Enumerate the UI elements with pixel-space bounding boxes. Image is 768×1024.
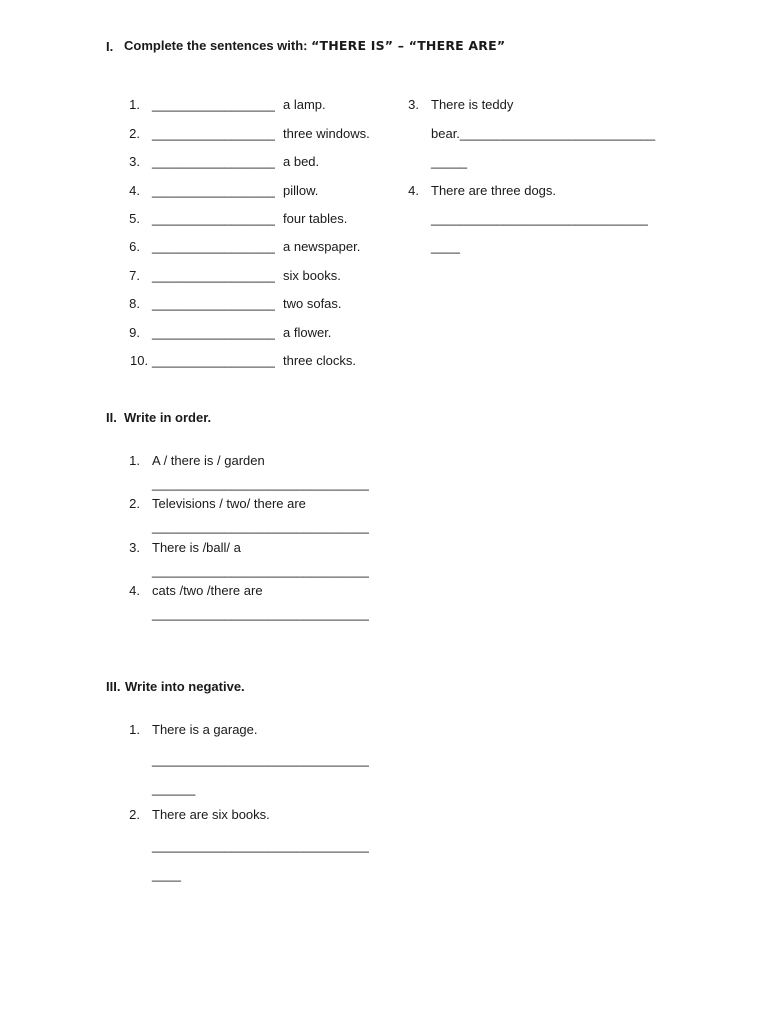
item-number: 8. bbox=[129, 296, 140, 311]
item-prompt: There is /ball/ a bbox=[152, 540, 241, 555]
item-number: 1. bbox=[129, 453, 140, 468]
item-number: 3. bbox=[129, 154, 140, 169]
answer-blank: ______________________________ bbox=[152, 476, 369, 491]
section-1-numeral: I. bbox=[106, 39, 114, 54]
answer-blank: ____ bbox=[152, 867, 181, 882]
answer-blank: _________________ bbox=[152, 296, 275, 311]
item-text: three windows. bbox=[283, 126, 370, 141]
item-number: 5. bbox=[129, 211, 140, 226]
item-text: a flower. bbox=[283, 325, 332, 340]
section-1-heading bbox=[124, 38, 505, 54]
item-text: There is teddy bbox=[431, 97, 514, 112]
item-text: a newspaper. bbox=[283, 239, 361, 254]
item-prompt: There are six books. bbox=[152, 807, 270, 822]
item-number: 4. bbox=[408, 183, 419, 198]
item-prompt: A / there is / garden bbox=[152, 453, 265, 468]
answer-blank: ____ bbox=[431, 239, 460, 254]
item-number: 1. bbox=[129, 97, 140, 112]
answer-blank: _________________ bbox=[152, 154, 275, 169]
answer-blank: _________________ bbox=[152, 353, 275, 368]
section-1-title: Complete the sentences with: bbox=[124, 38, 312, 53]
item-prompt: cats /two /there are bbox=[152, 583, 263, 598]
item-text: a bed. bbox=[283, 154, 320, 169]
answer-blank: ______________________________ bbox=[152, 752, 369, 767]
item-number: 4. bbox=[129, 583, 140, 598]
item-text: There are three dogs. bbox=[431, 183, 557, 198]
item-number: 2. bbox=[129, 126, 140, 141]
item-number: 6. bbox=[129, 239, 140, 254]
item-text: a lamp. bbox=[283, 97, 326, 112]
section-2-title: Write in order. bbox=[124, 410, 212, 425]
answer-blank: _________________ bbox=[152, 97, 275, 112]
item-number: 1. bbox=[129, 722, 140, 737]
answer-blank: ______________________________ bbox=[152, 563, 369, 578]
item-number: 2. bbox=[129, 807, 140, 822]
item-number: 3. bbox=[408, 97, 419, 112]
answer-blank: ______________________________ bbox=[431, 211, 648, 226]
answer-blank: ______________________________ bbox=[152, 838, 369, 853]
item-prompt: There is a garage. bbox=[152, 722, 258, 737]
item-number: 7. bbox=[129, 268, 140, 283]
item-text: two sofas. bbox=[283, 296, 342, 311]
answer-blank: _________________ bbox=[152, 239, 275, 254]
section-3-title: Write into negative. bbox=[125, 679, 245, 694]
item-text: pillow. bbox=[283, 183, 319, 198]
answer-blank: _____ bbox=[431, 154, 468, 169]
section-1-title-styled: “THERE IS” – “THERE ARE” bbox=[311, 38, 506, 53]
section-3-numeral: III. bbox=[106, 679, 121, 694]
answer-blank: ______________________________ bbox=[152, 606, 369, 621]
answer-blank: ______ bbox=[152, 781, 196, 796]
answer-blank: _________________ bbox=[152, 126, 275, 141]
item-number: 10. bbox=[130, 353, 149, 368]
answer-blank: ______________________________ bbox=[152, 519, 369, 534]
answer-blank: bear.___________________________ bbox=[431, 126, 656, 141]
item-number: 3. bbox=[129, 540, 140, 555]
item-number: 9. bbox=[129, 325, 140, 340]
item-number: 4. bbox=[129, 183, 140, 198]
item-number: 2. bbox=[129, 496, 140, 511]
answer-blank: _________________ bbox=[152, 183, 275, 198]
item-text: six books. bbox=[283, 268, 341, 283]
item-text: four tables. bbox=[283, 211, 348, 226]
item-prompt: Televisions / two/ there are bbox=[152, 496, 306, 511]
section-2-numeral: II. bbox=[106, 410, 117, 425]
answer-blank: _________________ bbox=[152, 325, 275, 340]
answer-blank: _________________ bbox=[152, 268, 275, 283]
answer-blank: _________________ bbox=[152, 211, 275, 226]
item-text: three clocks. bbox=[283, 353, 356, 368]
